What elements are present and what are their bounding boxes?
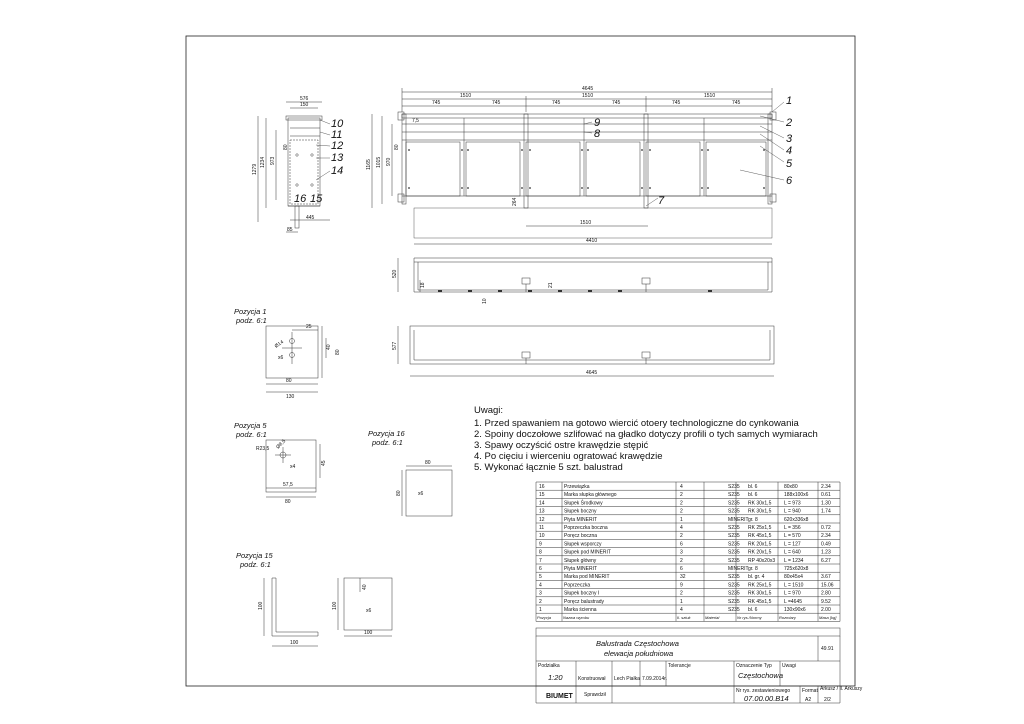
table-cell: bl. gr. 4 bbox=[748, 574, 765, 581]
table-cell: L = 940 bbox=[784, 508, 801, 515]
pos-label-14: 14 bbox=[331, 165, 344, 177]
dim-21: 21 bbox=[548, 282, 554, 288]
table-cell: 2 bbox=[680, 492, 683, 499]
table-cell: Słupek wsporczy bbox=[564, 541, 602, 548]
detail-p16-scale: podz. 6:1 bbox=[372, 438, 403, 447]
detail-p15-100v: 100 bbox=[258, 601, 264, 610]
table-header-cell: Masa [kg] bbox=[819, 615, 837, 621]
table-cell: S235 bbox=[728, 533, 740, 540]
detail-p15-title: Pozycja 15 bbox=[236, 551, 273, 560]
table-cell: 3.67 bbox=[821, 574, 831, 581]
table-cell: 0.49 bbox=[821, 541, 831, 548]
dim-span-3: 1510 bbox=[704, 93, 716, 99]
detail-p5-count: x4 bbox=[290, 464, 296, 470]
pos-label-4: 4 bbox=[786, 145, 793, 157]
podzialka-label: Podziałka bbox=[538, 663, 560, 669]
table-cell: L = 640 bbox=[784, 549, 801, 556]
dim-side-80a: 80 bbox=[283, 144, 289, 150]
table-cell: Słupek boczny bbox=[564, 508, 597, 515]
detail-p16-count: x6 bbox=[418, 491, 424, 497]
dim-80-front: 80 bbox=[394, 144, 400, 150]
dim-total-length: 4645 bbox=[582, 86, 594, 92]
table-cell: L = 1234 bbox=[784, 557, 804, 564]
table-cell: S235 bbox=[728, 492, 740, 499]
note-item: 1. Przed spawaniem na gotowo wiercić otoery technologiczne do cynkowania bbox=[474, 418, 799, 429]
table-cell: bl. 6 bbox=[748, 484, 758, 490]
detail-p1-25: 25 bbox=[306, 324, 312, 330]
top-view-1 bbox=[398, 258, 772, 292]
detail-p1-count: x6 bbox=[278, 355, 284, 361]
detail-p5-45: 45 bbox=[321, 460, 327, 466]
tolerancje-label: Tolerancje bbox=[668, 663, 691, 669]
table-cell: RK 30x1,5 bbox=[748, 500, 772, 507]
detail-p15-100h: 100 bbox=[290, 640, 299, 646]
table-cell: S235 bbox=[728, 582, 740, 589]
table-cell: MINERIT bbox=[728, 516, 749, 523]
dim-4645-top: 4645 bbox=[586, 370, 598, 376]
table-cell: RK 25x1,5 bbox=[748, 525, 772, 531]
table-header-cell: Materiał bbox=[705, 615, 720, 621]
table-cell: 4 bbox=[680, 607, 683, 613]
table-cell: 1.30 bbox=[821, 500, 831, 507]
dim-264: 264 bbox=[512, 197, 518, 206]
konstruowal-label: Konstruował bbox=[578, 676, 606, 682]
table-cell: S235 bbox=[728, 557, 740, 564]
table-cell: RK 45x1,5 bbox=[748, 533, 772, 540]
dim-side-445: 445 bbox=[306, 215, 315, 221]
table-cell: L =4645 bbox=[784, 598, 803, 605]
designer-name: Lech Piałka bbox=[614, 676, 640, 682]
drawing-number: 07.00.00.B14 bbox=[744, 694, 789, 703]
table-cell: S235 bbox=[728, 508, 740, 515]
table-cell: 2 bbox=[680, 557, 683, 564]
detail-p5-scale: podz. 6:1 bbox=[236, 430, 267, 439]
table-cell: Płyta MINERIT bbox=[564, 566, 598, 572]
paper-format: A2 bbox=[805, 697, 812, 703]
table-cell: 14 bbox=[539, 500, 545, 507]
table-cell: 10 bbox=[539, 533, 545, 540]
table-cell: RP 40x20x3 bbox=[748, 557, 776, 564]
table-cell: 2.34 bbox=[821, 533, 831, 540]
arkusz-label: Arkusz / Il. Arkuszy bbox=[820, 686, 863, 692]
detail-p1-scale: podz. 6:1 bbox=[236, 316, 267, 325]
dim-sub-3: 745 bbox=[552, 100, 561, 106]
table-cell: 0.72 bbox=[821, 525, 831, 531]
table-cell: L = 127 bbox=[784, 541, 801, 548]
detail-p16-80v: 80 bbox=[396, 490, 402, 496]
detail-p5-80: 80 bbox=[285, 499, 291, 505]
table-cell: 0.61 bbox=[821, 492, 831, 499]
table-header-cell: Pozycja bbox=[537, 615, 552, 621]
pos-label-10: 10 bbox=[331, 118, 344, 130]
table-cell: gr. 8 bbox=[748, 566, 758, 572]
table-cell: 11 bbox=[539, 525, 545, 531]
table-cell: 32 bbox=[680, 574, 686, 581]
table-cell: Poprzeczka boczna bbox=[564, 525, 608, 531]
table-cell: 5 bbox=[539, 574, 542, 581]
dim-side-973: 973 bbox=[270, 156, 276, 165]
table-cell: L = 970 bbox=[784, 590, 801, 597]
drawing-scale: 1:20 bbox=[548, 673, 563, 682]
detail-p1-title: Pozycja 1 bbox=[234, 307, 267, 316]
table-cell: RK 20x1,5 bbox=[748, 541, 772, 548]
note-item: 4. Po cięciu i wierceniu ogratować krawędzie bbox=[474, 451, 663, 462]
sprawdzil-label: Sprawdził bbox=[584, 692, 606, 698]
dim-side-1279: 1279 bbox=[252, 163, 258, 175]
pos-label-13: 13 bbox=[331, 152, 344, 164]
product-name-line1: Balustrada Częstochowa bbox=[596, 639, 679, 648]
side-view bbox=[258, 102, 330, 232]
table-cell: RK 25x1,5 bbox=[748, 582, 772, 589]
table-cell: Płyta MINERIT bbox=[564, 516, 598, 523]
dim-577: 577 bbox=[392, 341, 398, 350]
table-cell: Marka pod MINERIT bbox=[564, 574, 610, 581]
table-cell: RK 45x1,5 bbox=[748, 598, 772, 605]
table-cell: Poręcz balustrady bbox=[564, 598, 605, 605]
table-cell: L = 1510 bbox=[784, 582, 804, 589]
table-cell: RK 30x1,5 bbox=[748, 590, 772, 597]
detail-p5-hole: Ø8,5 bbox=[275, 438, 288, 451]
dim-sub-4: 745 bbox=[612, 100, 621, 106]
table-cell: S235 bbox=[728, 500, 740, 507]
table-cell: 130x90x6 bbox=[784, 607, 806, 613]
dim-span-1: 1510 bbox=[460, 93, 472, 99]
table-cell: 6 bbox=[680, 541, 683, 548]
pos-label-1: 1 bbox=[786, 95, 793, 107]
table-cell: 3 bbox=[680, 549, 683, 556]
pos-label-3: 3 bbox=[786, 133, 793, 145]
dim-side-576: 576 bbox=[300, 96, 309, 102]
table-cell: 6.27 bbox=[821, 557, 831, 564]
detail-p16-drawing bbox=[402, 466, 452, 516]
table-cell: Słupek główny bbox=[564, 557, 597, 564]
table-cell: Słupek boczny I bbox=[564, 590, 600, 597]
table-cell: MINERIT bbox=[728, 566, 749, 572]
detail-p1-80h: 80 bbox=[286, 378, 292, 384]
total-mass: 49.91 bbox=[821, 646, 834, 652]
note-item: 2. Spoiny doczołowe szlifować na gładko dotyczy profili o tych samych wymiarach bbox=[474, 429, 818, 440]
table-header-cell: Il. sztuk bbox=[677, 615, 691, 621]
table-cell: 2 bbox=[680, 500, 683, 507]
detail-p1-130: 130 bbox=[286, 394, 295, 400]
detail-p15-40: 40 bbox=[362, 584, 368, 590]
table-cell: 2.34 bbox=[821, 484, 831, 490]
pos-label-9: 9 bbox=[594, 117, 601, 129]
detail-p15-drawing bbox=[264, 578, 392, 646]
table-cell: 725x620x8 bbox=[784, 566, 809, 572]
dim-4410: 4410 bbox=[586, 238, 598, 244]
type-designation: Częstochowa bbox=[738, 671, 784, 680]
dim-side-1234: 1234 bbox=[260, 156, 266, 168]
detail-p1-80v: 80 bbox=[335, 349, 341, 355]
detail-p1-hole: Ø14 bbox=[273, 339, 285, 350]
dim-1510-bottom: 1510 bbox=[580, 220, 592, 226]
parts-list-table bbox=[536, 482, 840, 621]
uwagi-label: Uwagi bbox=[782, 663, 796, 669]
table-cell: Marka ścienna bbox=[564, 607, 597, 613]
table-cell: Przewiązka bbox=[564, 484, 590, 490]
detail-p15-count: x6 bbox=[366, 608, 372, 614]
table-cell: S235 bbox=[728, 598, 740, 605]
table-cell: 9.52 bbox=[821, 598, 831, 605]
detail-p15-100h2: 100 bbox=[364, 630, 373, 636]
table-cell: S235 bbox=[728, 525, 740, 531]
dim-970: 970 bbox=[386, 157, 392, 166]
detail-p1-drawing bbox=[266, 326, 326, 392]
detail-p5-57-5: 57,5 bbox=[283, 482, 293, 488]
table-cell: gr. 8 bbox=[748, 516, 758, 523]
table-cell: S235 bbox=[728, 590, 740, 597]
table-cell: L = 570 bbox=[784, 533, 801, 540]
table-cell: Słupek Środkowy bbox=[564, 500, 603, 507]
table-cell: 2 bbox=[680, 533, 683, 540]
table-cell: bl. 6 bbox=[748, 492, 758, 499]
detail-p1-40: 40 bbox=[326, 344, 332, 350]
table-cell: L = 356 bbox=[784, 525, 801, 531]
product-name-line2: elewacja południowa bbox=[604, 649, 674, 658]
table-cell: 16 bbox=[539, 484, 545, 490]
table-cell: 2 bbox=[680, 590, 683, 597]
dim-1165: 1165 bbox=[366, 159, 372, 170]
pos-label-11: 11 bbox=[331, 129, 343, 141]
pos-label-8: 8 bbox=[594, 128, 601, 140]
dim-1015: 1015 bbox=[376, 156, 382, 168]
table-cell: 9 bbox=[539, 541, 542, 548]
table-cell: Poręcz boczna bbox=[564, 533, 598, 540]
dim-sub-2: 745 bbox=[492, 100, 501, 106]
pos-label-5: 5 bbox=[786, 158, 793, 170]
detail-p16-80h: 80 bbox=[425, 460, 431, 466]
pos-label-15: 15 bbox=[310, 193, 323, 205]
dim-span-2: 1510 bbox=[582, 93, 594, 99]
table-cell: S235 bbox=[728, 541, 740, 548]
pos-label-7: 7 bbox=[658, 195, 665, 207]
pos-label-16: 16 bbox=[294, 193, 307, 205]
table-cell: Marka słupka głównego bbox=[564, 492, 617, 499]
table-cell: 2 bbox=[539, 598, 542, 605]
table-cell: 1 bbox=[680, 516, 683, 523]
notes-title: Uwagi: bbox=[474, 405, 504, 416]
table-cell: 80x80 bbox=[784, 484, 798, 490]
design-date: 7.09.2014r. bbox=[642, 676, 668, 682]
pos-label-2: 2 bbox=[786, 117, 793, 129]
table-cell: 6 bbox=[539, 566, 542, 572]
table-cell: 15.06 bbox=[821, 582, 834, 589]
dim-sub-5: 745 bbox=[672, 100, 681, 106]
dim-sub-6: 745 bbox=[732, 100, 741, 106]
table-cell: S235 bbox=[728, 484, 740, 490]
pos-label-6: 6 bbox=[786, 175, 793, 187]
table-cell: 12 bbox=[539, 516, 545, 523]
top-view-2 bbox=[398, 326, 774, 376]
table-cell: 2.00 bbox=[821, 607, 831, 613]
detail-p5-radius: R23,5 bbox=[256, 446, 270, 452]
table-cell: Słupek pod MINERIT bbox=[564, 549, 611, 556]
table-cell: 1.23 bbox=[821, 549, 831, 556]
dim-sub-1: 745 bbox=[432, 100, 441, 106]
dim-side-85: 85 bbox=[287, 227, 293, 233]
table-cell: S235 bbox=[728, 574, 740, 581]
front-elevation bbox=[372, 88, 776, 244]
table-cell: Poprzeczka bbox=[564, 582, 591, 589]
dim-10: 10 bbox=[482, 298, 488, 304]
table-cell: 2.80 bbox=[821, 590, 831, 597]
table-cell: bl. 6 bbox=[748, 607, 758, 613]
note-item: 3. Spawy oczyścić ostre krawędzie stępić bbox=[474, 440, 649, 451]
dim-18: 18 bbox=[420, 282, 426, 288]
table-cell: 6 bbox=[680, 566, 683, 572]
table-cell: 8 bbox=[539, 549, 542, 556]
dim-side-150: 150 bbox=[300, 102, 309, 108]
table-header-cell: Nr rys./Normy bbox=[737, 615, 762, 621]
table-cell: 620x336x8 bbox=[784, 516, 809, 523]
table-cell: 80x45x4 bbox=[784, 574, 803, 581]
drawing-number-label: Nr rys. zestawieniowego bbox=[736, 688, 791, 694]
table-cell: L = 973 bbox=[784, 500, 801, 507]
table-cell: 1 bbox=[539, 607, 542, 613]
table-cell: S235 bbox=[728, 607, 740, 613]
table-cell: 7 bbox=[539, 557, 542, 564]
table-header-cell: Nazwa wyrobu bbox=[563, 615, 590, 621]
dim-7-5: 7,5 bbox=[412, 118, 419, 124]
oznaczenie-label: Oznaczenie Typ bbox=[736, 663, 772, 669]
pos-label-12: 12 bbox=[331, 140, 344, 152]
table-header-cell: Rozmiary bbox=[779, 615, 796, 621]
detail-p16-title: Pozycja 16 bbox=[368, 429, 405, 438]
table-cell: 4 bbox=[680, 525, 683, 531]
format-label: Format bbox=[802, 688, 818, 694]
detail-p5-title: Pozycja 5 bbox=[234, 421, 267, 430]
table-cell: 9 bbox=[680, 582, 683, 589]
table-cell: 188x100x6 bbox=[784, 492, 809, 499]
note-item: 5. Wykonać łącznie 5 szt. balustrad bbox=[474, 462, 623, 473]
table-cell: RK 30x1,5 bbox=[748, 508, 772, 515]
detail-p15-100v2: 100 bbox=[332, 601, 338, 610]
detail-p15-scale: podz. 6:1 bbox=[240, 560, 271, 569]
table-cell: RK 20x1,5 bbox=[748, 549, 772, 556]
table-cell: 13 bbox=[539, 508, 545, 515]
dim-520: 520 bbox=[392, 269, 398, 278]
table-cell: 4 bbox=[539, 582, 542, 589]
table-cell: 15 bbox=[539, 492, 545, 499]
table-cell: 1 bbox=[680, 598, 683, 605]
table-cell: 1.74 bbox=[821, 508, 831, 515]
sheet-number: 2/2 bbox=[824, 697, 831, 703]
table-cell: 3 bbox=[539, 590, 542, 597]
company-name: BIUMET bbox=[546, 693, 573, 700]
table-cell: 2 bbox=[680, 508, 683, 515]
table-cell: 4 bbox=[680, 484, 683, 490]
table-cell: S235 bbox=[728, 549, 740, 556]
